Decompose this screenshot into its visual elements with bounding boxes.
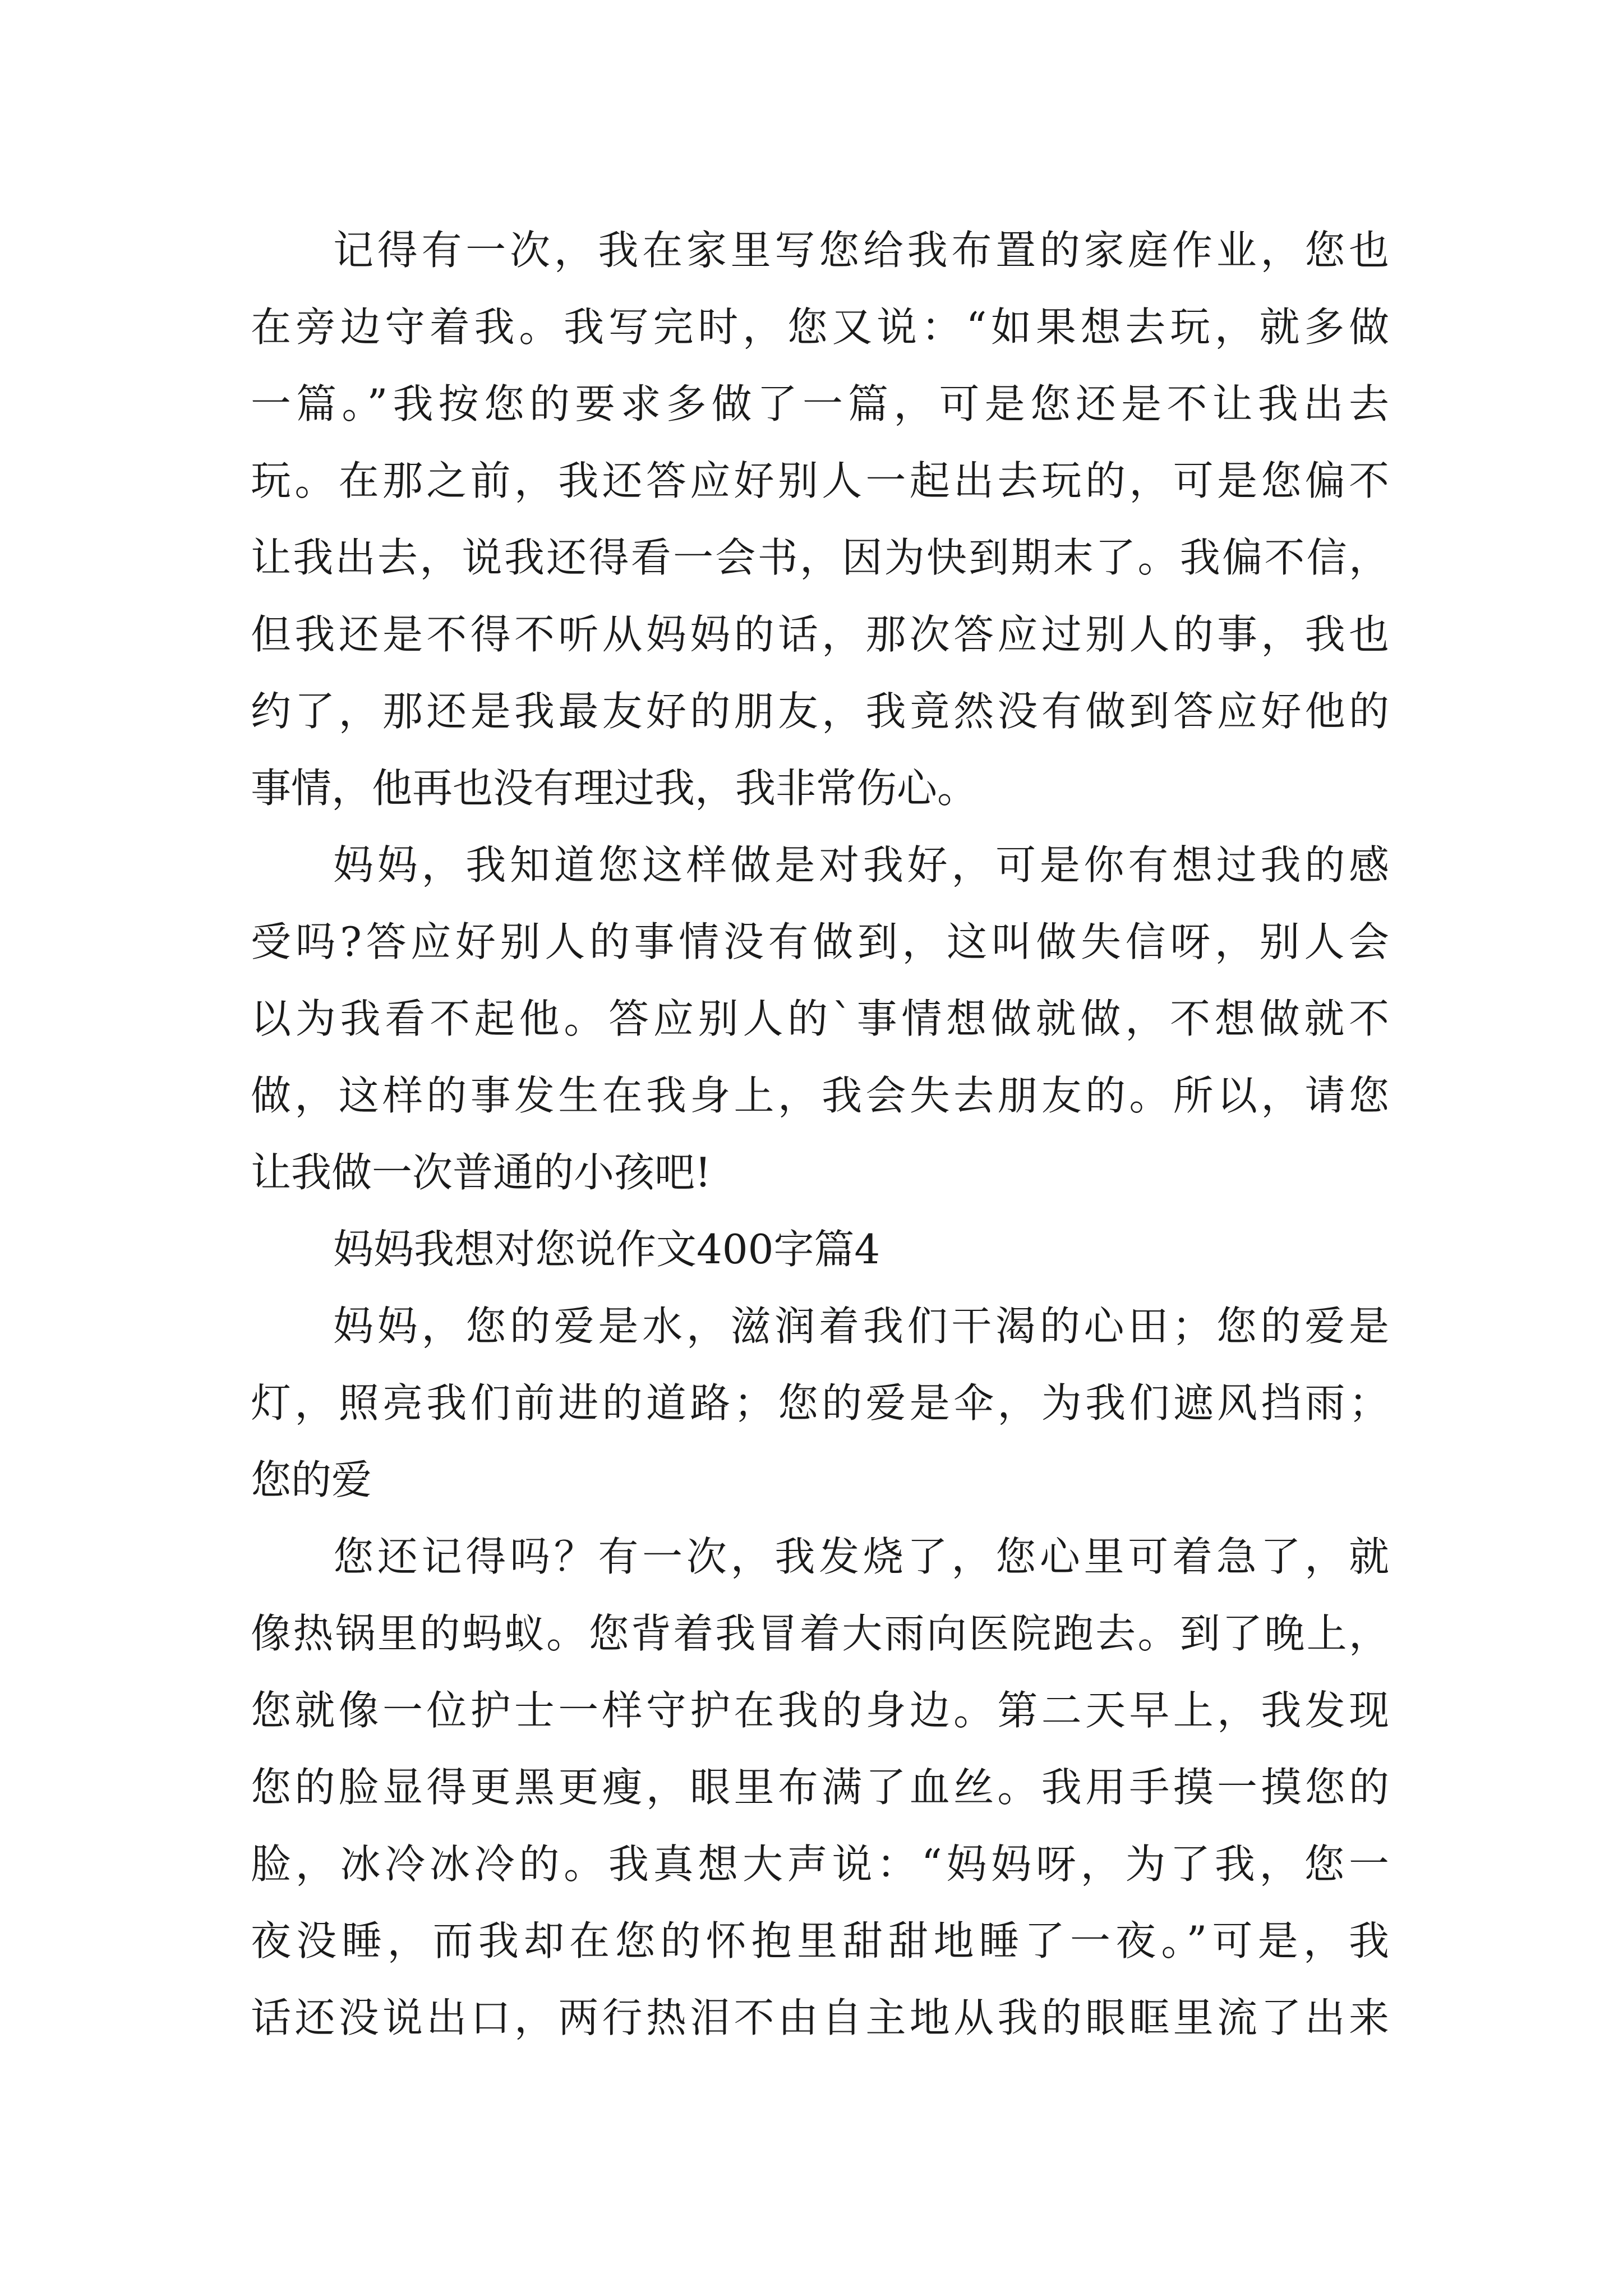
text-line: 玩。在那之前，我还答应好别人一起出去玩的，可是您偏不: [251, 457, 1389, 504]
text-line: 让我出去，说我还得看一会书，因为快到期末了。我偏不信，: [251, 534, 1389, 581]
document-body: [251, 212, 1389, 2056]
text-line: 您的脸显得更黑更瘦，眼里布满了血丝。我用手摸一摸您的: [251, 1764, 1389, 1811]
text-line: 夜没睡，而我却在您的怀抱里甜甜地睡了一夜。”可是，我: [251, 1917, 1389, 1964]
text-line: 您还记得吗？有一次，我发烧了，您心里可着急了，就: [333, 1533, 1389, 1580]
text-line: 在旁边守着我。我写完时，您又说：“如果想去玩，就多做: [251, 303, 1389, 351]
text-line: 您就像一位护士一样守护在我的身边。第二天早上，我发现: [251, 1687, 1389, 1734]
section-heading: [251, 1211, 1389, 1288]
text-line: 妈妈，您的爱是水，滋润着我们干渴的心田；您的爱是: [333, 1303, 1389, 1350]
text-line: 让我做一次普通的小孩吧!: [251, 1149, 711, 1196]
text-line: 受吗?答应好别人的事情没有做到，这叫做失信呀，别人会: [251, 918, 1389, 965]
text-line: 脸，冰冷冰冷的。我真想大声说：“妈妈呀，为了我，您一: [251, 1841, 1389, 1888]
text-line: 像热锅里的蚂蚁。您背着我冒着大雨向医院跑去。到了晚上，: [251, 1610, 1389, 1657]
paragraph-fever-memory: [251, 1519, 1389, 2056]
text-line: 话还没说出口，两行热泪不由自主地从我的眼眶里流了出来: [251, 1994, 1389, 2041]
text-line: 约了，那还是我最友好的朋友，我竟然没有做到答应好他的: [251, 688, 1389, 735]
paragraph-feelings: [251, 827, 1389, 1211]
paragraph-homework: [251, 212, 1389, 827]
text-line: 一篇。”我按您的要求多做了一篇，可是您还是不让我出去: [251, 380, 1389, 427]
paragraph-love-metaphors: [251, 1288, 1389, 1519]
text-line: 以为我看不起他。答应别人的`事情想做就做，不想做就不: [251, 995, 1389, 1042]
text-line: 但我还是不得不听从妈妈的话，那次答应过别人的事，我也: [251, 611, 1389, 658]
text-line: 事情，他再也没有理过我，我非常伤心。: [251, 765, 978, 812]
text-line: 做，这样的事发生在我身上，我会失去朋友的。所以，请您: [251, 1072, 1389, 1119]
text-line: 妈妈，我知道您这样做是对我好，可是你有想过我的感: [333, 841, 1389, 889]
text-line: 记得有一次，我在家里写您给我布置的家庭作业，您也: [333, 227, 1389, 274]
section-title: 妈妈我想对您说作文400字篇4: [333, 1226, 880, 1273]
text-line: 您的爱: [251, 1456, 372, 1503]
text-line: 灯，照亮我们前进的道路；您的爱是伞，为我们遮风挡雨；: [251, 1379, 1389, 1427]
